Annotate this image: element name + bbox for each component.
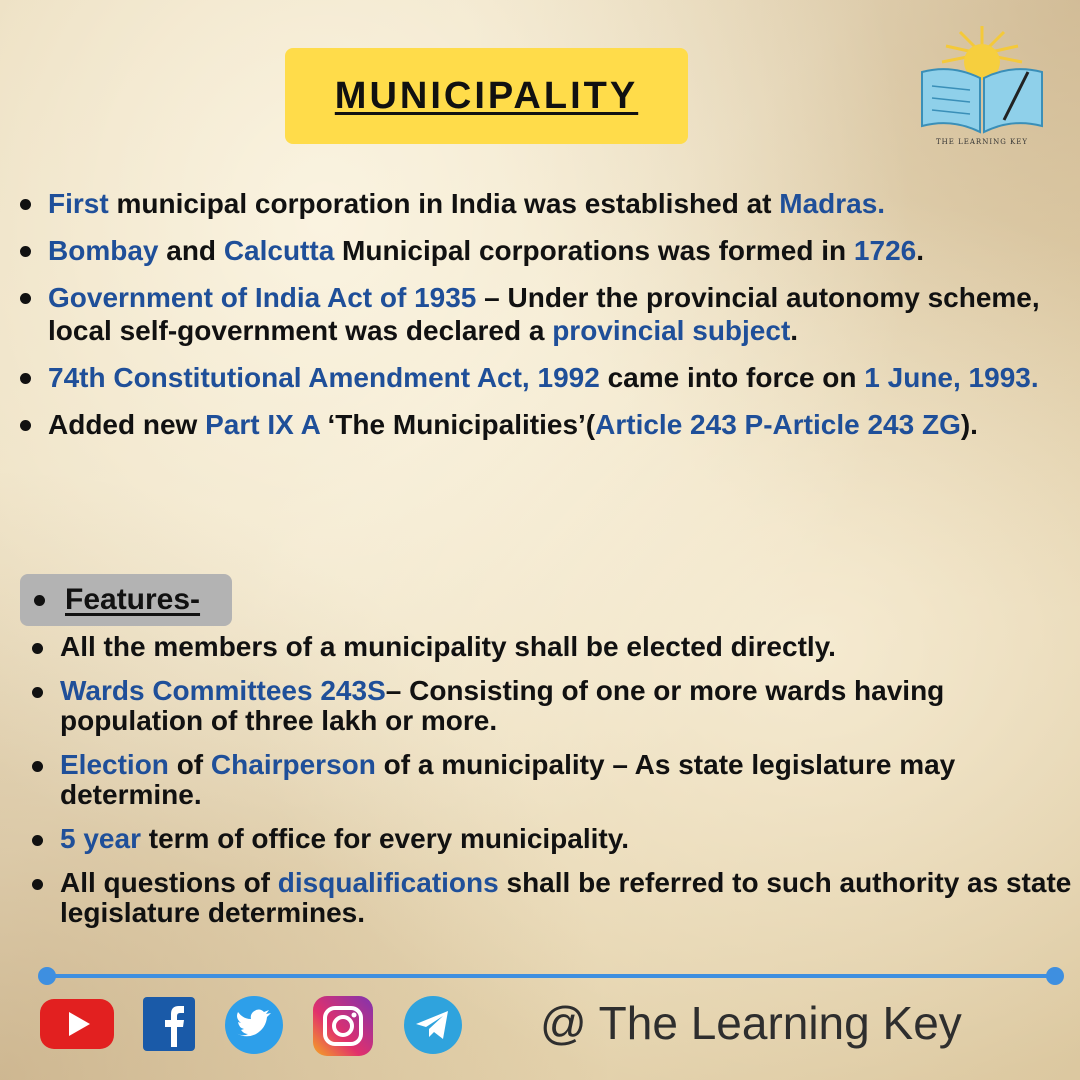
highlighted-text: Article 243 P-Article 243 ZG (595, 409, 961, 440)
divider-line (46, 974, 1056, 978)
body-text: came into force on (599, 362, 865, 393)
body-text: . (790, 315, 799, 346)
learning-key-logo (912, 24, 1052, 149)
logo-caption: THE LEARNING KEY (936, 138, 1028, 146)
highlighted-text: provincial subject (552, 315, 791, 346)
feature-item (32, 824, 1077, 854)
list-item (20, 234, 1070, 267)
main-points-list (20, 187, 1070, 455)
body-text: of a municipality – As state legislature may determine. (60, 749, 956, 810)
channel-handle: @ The Learning Key (540, 997, 962, 1049)
twitter-icon[interactable] (222, 995, 286, 1055)
body-text: term of office for every municipality. (140, 823, 630, 854)
divider-dot-left (38, 967, 56, 985)
body-text: municipal corporation in India was established at (108, 188, 780, 219)
body-text: All questions of (60, 867, 278, 898)
telegram-icon[interactable] (402, 995, 464, 1055)
highlighted-text: Wards Committees 243S (60, 675, 386, 706)
list-item (20, 361, 1070, 394)
bullet-dot (34, 595, 45, 606)
highlighted-text: Bombay (48, 235, 159, 266)
highlighted-text: disqualifications (277, 867, 499, 898)
highlighted-text: 1 June, 1993. (864, 362, 1039, 393)
highlighted-text: First (48, 188, 109, 219)
features-label: Features- (65, 583, 201, 616)
body-text: ‘The Municipalities’( (319, 409, 596, 440)
highlighted-text: 5 year (60, 823, 141, 854)
body-text: and (158, 235, 224, 266)
feature-item (32, 750, 1077, 810)
highlighted-text: Election (60, 749, 169, 780)
divider-dot-right (1046, 967, 1064, 985)
body-text: shall be referred to such authority as state legislature determines. (60, 867, 1072, 928)
title-banner (285, 48, 688, 144)
body-text: of (168, 749, 211, 780)
feature-item (32, 676, 1077, 736)
highlighted-text: Calcutta (223, 235, 335, 266)
highlighted-text: Part IX A (205, 409, 320, 440)
page-title: MUNICIPALITY (334, 74, 639, 117)
facebook-icon[interactable] (141, 995, 197, 1053)
body-text: . (916, 235, 924, 266)
list-item (20, 281, 1070, 347)
instagram-icon[interactable] (310, 995, 376, 1057)
highlighted-text: 74th Constitutional Amendment Act, 1992 (48, 362, 600, 393)
highlighted-text: Government of India Act of 1935 (48, 282, 477, 313)
highlighted-text: 1726 (853, 235, 917, 266)
body-text: ). (960, 409, 978, 440)
body-text: All the members of a municipality shall be elected directly. (60, 631, 836, 662)
list-item (20, 187, 1070, 220)
list-item (20, 408, 1070, 441)
body-text: Added new (48, 409, 206, 440)
body-text: – Consisting of one or more wards having population of three lakh or more. (60, 675, 945, 736)
highlighted-text: Chairperson (210, 749, 376, 780)
youtube-icon[interactable] (38, 995, 116, 1053)
feature-item (32, 632, 1077, 662)
body-text: Municipal corporations was formed in (334, 235, 854, 266)
body-text: – Under the provincial autonomy scheme, local self-government was declared a (48, 282, 1040, 346)
features-heading (20, 574, 232, 626)
feature-item (32, 868, 1077, 928)
features-list (32, 632, 1077, 942)
highlighted-text: Madras. (779, 188, 886, 219)
